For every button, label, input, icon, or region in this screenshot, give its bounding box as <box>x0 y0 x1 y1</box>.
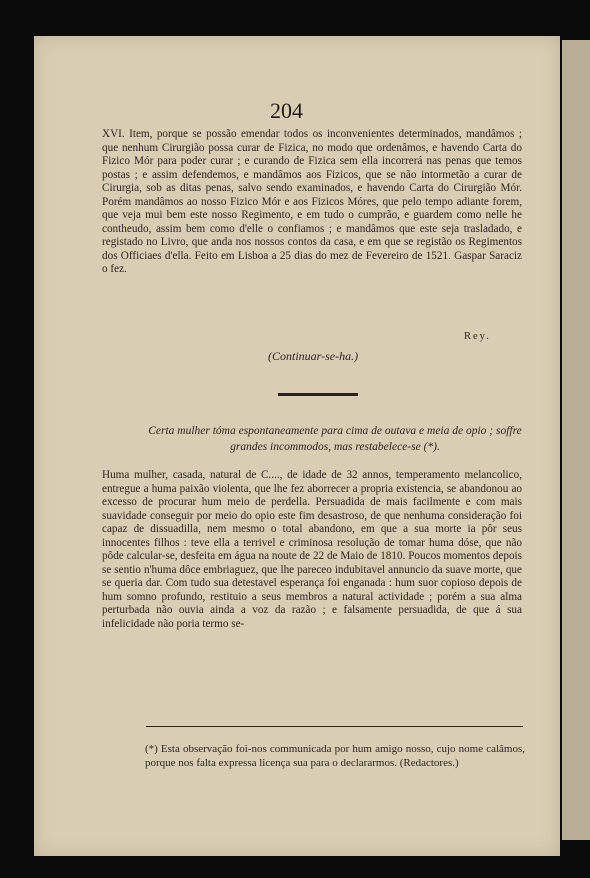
section-xvi-paragraph: XVI. Item, porque se possão emendar todos os inconvenientes determinados, mandâmos ; que nenhum Cirurgião possa curar de Fizica, no modo que ordenâmos, e havendo Carta do Fizico Mór para poder curar ; e curando de Fizica sem ella incorrerá nas penas que temos postas ; e assim defendemos, e mandâmos aos Fizicos, que se não intormetão a curar de Cirurgia, sob as ditas penas, salvo sendo examinados, e havendo Carta do Cirurgião Mór. Porém mandâmos ao nosso Fizico Mór e aos Fizicos Móres, que pelo tempo adiante forem, que veja mui bem este nosso Regimento, e em tudo o cumprão, e guardem como nelle he contheudo, assim bem como d'elle o confiamos ; e mandâmos que este seja trasladado, e registado no Livro, que anda nos nossos contos da casa, e em que se registão os Regimentos dos Officiaes d'ella. Feito em Lisboa a 25 dias do mez de Fevereiro de 1521. Gaspar Saraciz o fez. <box>102 128 522 275</box>
article-paragraph: Huma mulher, casada, natural de C...., de idade de 32 annos, temperamento melancolico, entregue a huma paixão violenta, que lhe fez aborrecer a propria existencia, se abandonou ao excesso de procurar hum meio de perdella. Persuadida de mais facilmente e com mais suavidade conseguir por meio do opio este fim desastroso, de que nenhuma consideração foi capaz de dissuadilla, nem mesmo o total abandono, em que a sua morte ia pôr seus innocentes filhos : teve ella a terrivel e criminosa resolução de tomar huma dóse, que não pôde calcular-se, desfeita em água na noute de 22 de Maio de 1810. Poucos momentos depois se sentio n'huma dôce embriaguez, que lhe pareceo indubitavel annuncio da suave morte, que se queria dar. Com tudo sua detestavel esperança foi enganada : hum suor copioso depois de hum somno profundo, restituio a seus membros a natural actividade ; porém a sua alma perturbada não ouvia ainda a voz da razão ; e falsamente persuadida, de que á sua infelicidade não poria termo se- <box>102 469 522 630</box>
footnote-divider <box>146 726 523 727</box>
footnote: (*) Esta observação foi-nos communicada por hum amigo nosso, cujo nome calâmos, porque nos falta expressa licença sua para o declararmos. (Redactores.) <box>145 743 525 769</box>
article-title: Certa mulher tóma espontaneamente para cima de outava e meia de opio ; soffre grandes incommodos, mas restabelece-se (*). <box>148 425 522 453</box>
signature-rey: Rey. <box>464 331 491 342</box>
continuation-note: (Continuar-se-ha.) <box>268 349 359 363</box>
next-page-edge <box>562 40 590 840</box>
page-number: 204 <box>270 98 303 123</box>
section-divider <box>278 393 358 396</box>
